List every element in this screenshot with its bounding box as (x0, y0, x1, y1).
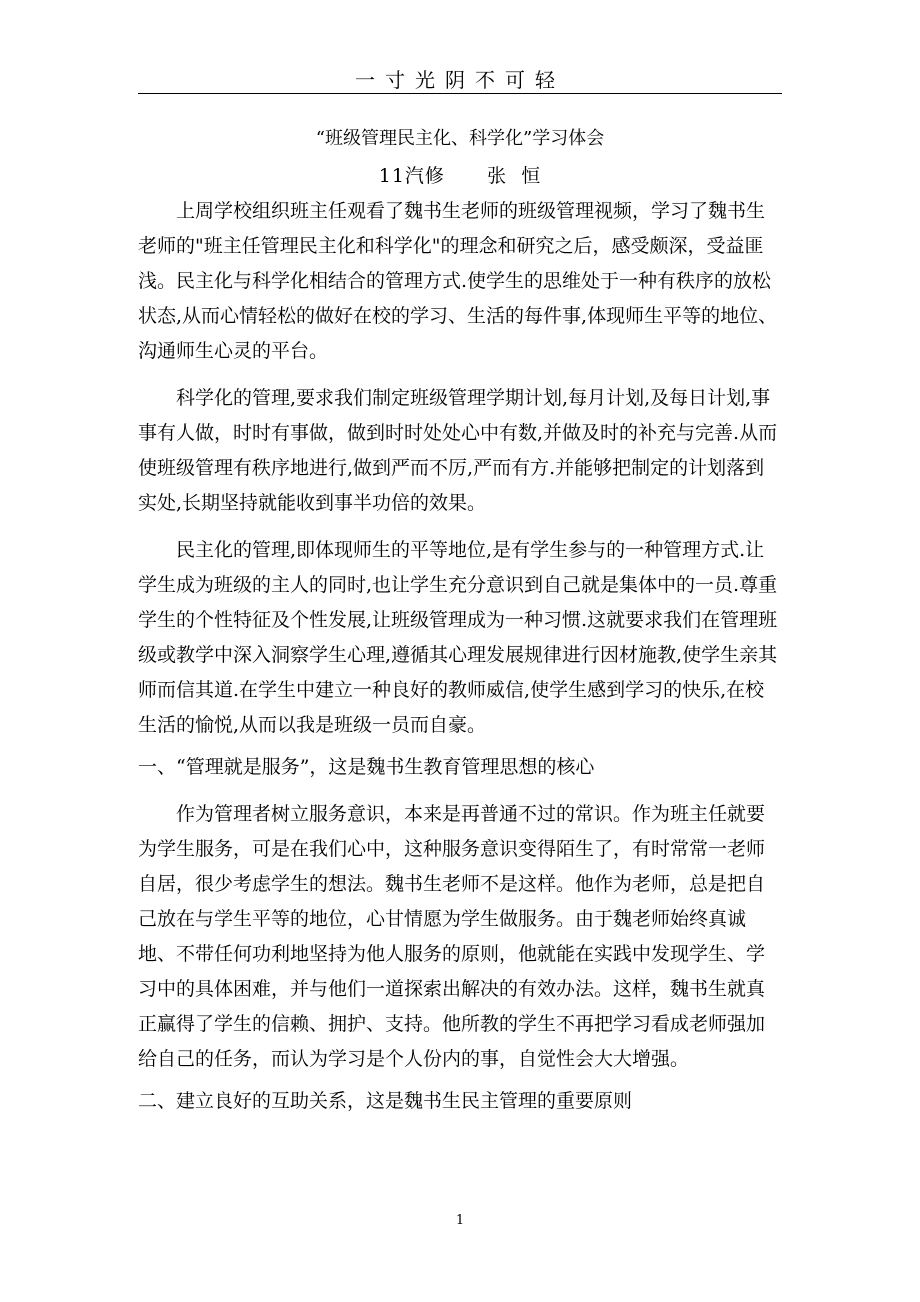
section-heading-1: 一、“管理就是服务”，这是魏书生教育管理思想的核心 (138, 756, 595, 778)
paragraph-scientific: 科学化的管理,要求我们制定班级管理学期计划,每月计划,及每日计划,事事有人做，时时有事做，做到时时处处心中有数,并做及时的补充与完善.从而使班级管理有秩序地进行,做到严而不厉,严而有方.并能够把制定的计划落到实处,长期坚持就能收到事半功倍的效果。 (138, 387, 778, 514)
article-byline: 11汽修 张 恒 (378, 165, 542, 187)
page-number: 1 (455, 1213, 465, 1228)
article-body (138, 194, 782, 1119)
article-title: “班级管理民主化、科学化”学习体会 (315, 128, 605, 149)
running-header: 一寸光阴不可轻 (355, 68, 565, 92)
paragraph-democratic: 民主化的管理,即体现师生的平等地位,是有学生参与的一种管理方式.让学生成为班级的主人的同时,也让学生充分意识到自己就是集体中的一员.尊重学生的个性特征及个性发展,让班级管理成为一种习惯.这就要求我们在管理班级或教学中深入洞察学生心理,遵循其心理发展规律进行因材施教,使学生亲其师而信其道.在学生中建立一种良好的教师威信,使学生感到学习的快乐,在校生活的愉悦,从而以我是班级一员而自豪。 (138, 539, 778, 736)
section-heading-2: 二、建立良好的互助关系，这是魏书生民主管理的重要原则 (138, 1090, 633, 1112)
header-divider (138, 93, 782, 94)
paragraph-service: 作为管理者树立服务意识，本来是再普通不过的常识。作为班主任就要为学生服务，可是在我们心中，这种服务意识变得陌生了，有时常常一老师自居，很少考虑学生的想法。魏书生老师不是这样。他作为老师，总是把自己放在与学生平等的地位，心甘情愿为学生做服务。由于魏老师始终真诚地、不带任何功利地坚持为他人服务的原则，他就能在实践中发现学生、学习中的具体困难，并与他们一道探索出解决的有效办法。这样，魏书生就真正赢得了学生的信赖、拥护、支持。他所教的学生不再把学习看成老师强加给自己的任务，而认为学习是个人份内的事，自觉性会大大增强。 (138, 803, 766, 1070)
paragraph-intro: 上周学校组织班主任观看了魏书生老师的班级管理视频，学习了魏书生老师的"班主任管理民主化和科学化"的理念和研究之后，感受颇深，受益匪浅。民主化与科学化相结合的管理方式.使学生的思维处于一种有秩序的放松状态,从而心情轻松的做好在校的学习、生活的每件事,体现师生平等的地位、沟通师生心灵的平台。 (138, 200, 778, 362)
